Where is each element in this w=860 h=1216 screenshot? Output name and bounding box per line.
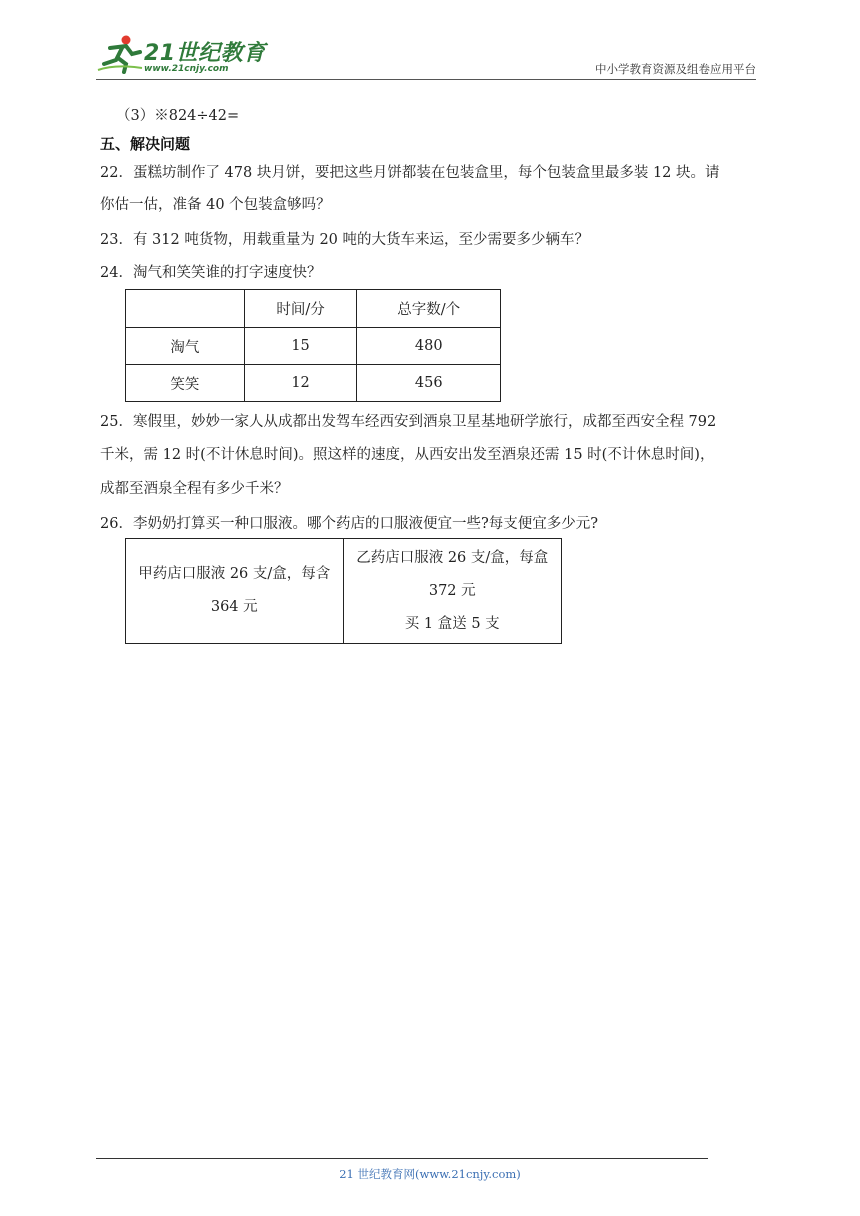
store-b-line2: 372 元	[428, 582, 476, 599]
pharmacy-compare-table	[125, 538, 562, 644]
question-25-line1: 25．寒假里，妙妙一家人从成都出发驾车经西安到酒泉卫星基地研学旅行，成都至西安全程 792	[100, 414, 717, 430]
table-header-cell: 时间/分	[244, 290, 357, 328]
table-row	[126, 365, 501, 402]
site-logo[interactable]	[96, 34, 266, 76]
table-cell: 12	[244, 365, 357, 402]
store-a-cell	[126, 539, 344, 644]
header-divider	[96, 79, 756, 80]
logo-url: www.21cnjy.com	[144, 64, 229, 74]
table-cell: 15	[244, 328, 357, 365]
table-cell: 480	[357, 328, 501, 365]
typing-speed-table	[125, 289, 501, 402]
question-21-3: （3）※824÷42=	[116, 108, 240, 124]
question-24: 24．淘气和笑笑谁的打字速度快？	[100, 265, 322, 281]
store-b-line3: 买 1 盒送 5 支	[404, 615, 500, 632]
logo-text: 21世纪教育	[144, 41, 266, 66]
table-cell: 淘气	[126, 328, 245, 365]
table-header-cell: 总字数/个	[357, 290, 501, 328]
store-a-line2: 364 元	[210, 599, 258, 615]
footer-divider	[96, 1158, 708, 1159]
question-26: 26．李奶奶打算买一种口服液。哪个药店的口服液便宜一些?每支便宜多少元?	[100, 516, 598, 532]
table-header-cell	[126, 290, 245, 328]
question-22-line2: 你估一估，准备 40 个包装盒够吗？	[100, 197, 331, 213]
footer-link[interactable]: 21 世纪教育网(www.21cnjy.com)	[339, 1167, 521, 1181]
question-23: 23．有 312 吨货物，用载重量为 20 吨的大货车来运，至少需要多少辆车？	[100, 232, 590, 248]
question-25-line2: 千米，需 12 时(不计休息时间)。照这样的速度，从西安出发至酒泉还需 15 时(不计休息时间)，	[100, 447, 715, 463]
table-row	[126, 328, 501, 365]
section-title: 五、解决问题	[100, 135, 191, 153]
store-b-cell	[343, 539, 562, 644]
table-cell: 笑笑	[126, 365, 245, 402]
runner-icon	[96, 34, 144, 74]
question-25-line3: 成都至酒泉全程有多少千米？	[100, 481, 289, 497]
platform-name: 中小学教育资源及组卷应用平台	[595, 62, 756, 76]
store-a-line1: 甲药店口服液 26 支/盒，每含	[138, 566, 331, 582]
store-b-line1: 乙药店口服液 26 支/盒，每盒	[356, 549, 549, 566]
page-header	[96, 28, 756, 80]
question-22-line1: 22．蛋糕坊制作了 478 块月饼，要把这些月饼都装在包装盒里，每个包装盒里最多装 12 块。请	[100, 165, 720, 181]
table-cell: 456	[357, 365, 501, 402]
